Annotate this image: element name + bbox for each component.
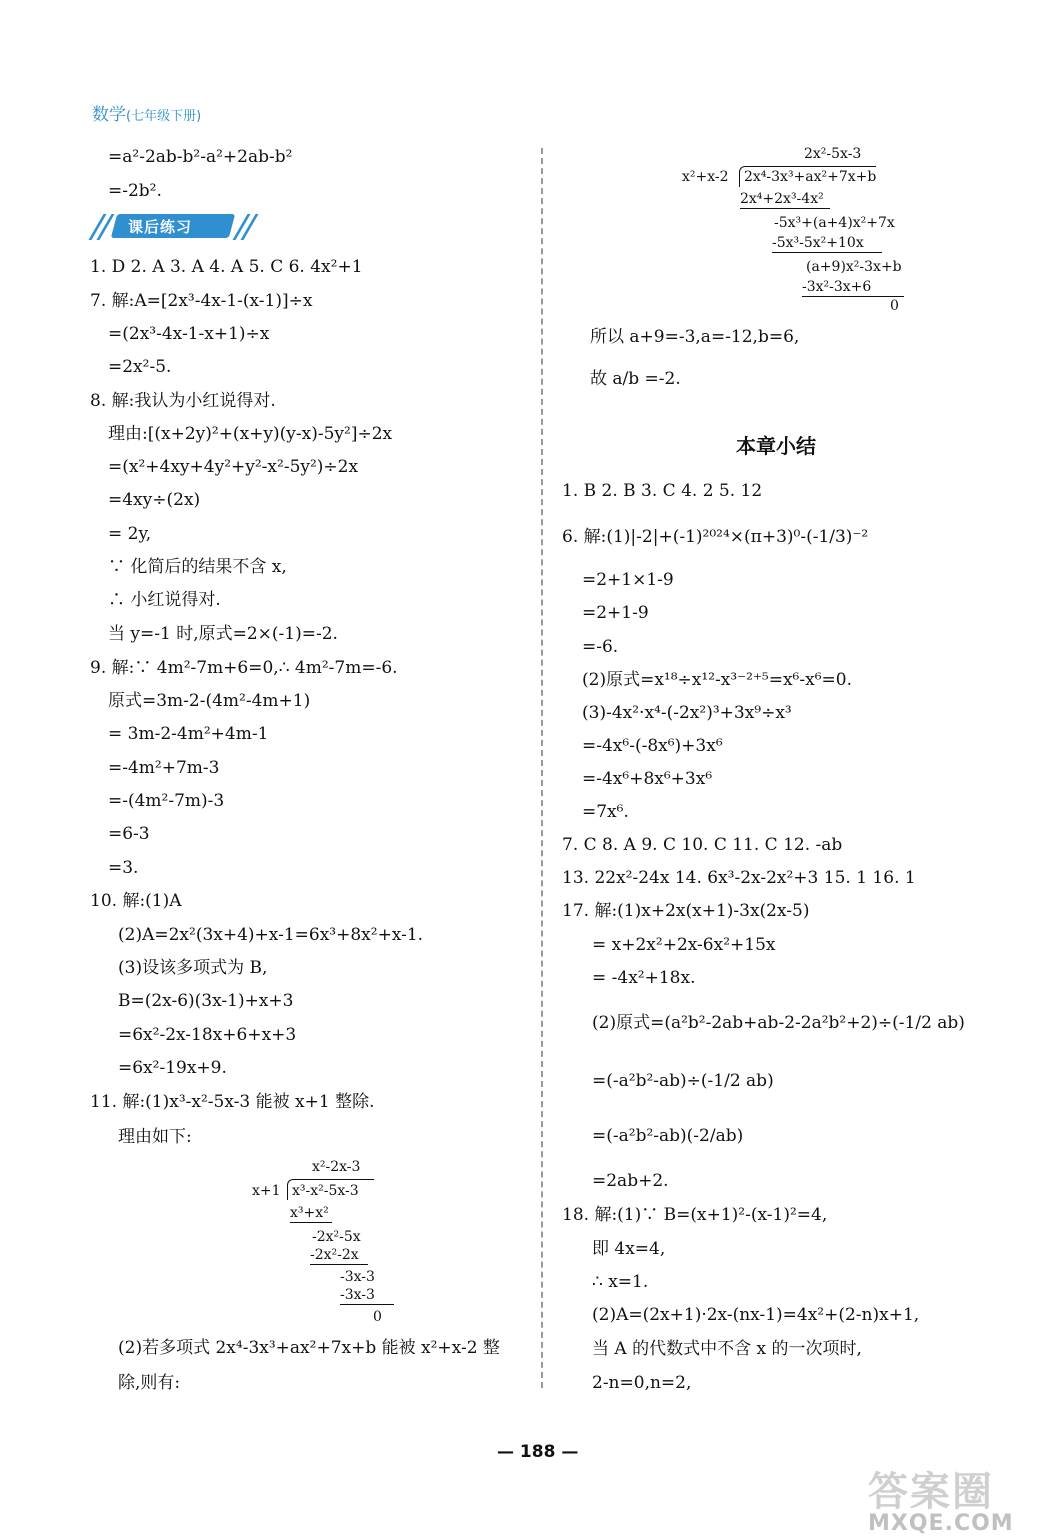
- right-line: (2)原式=x¹⁸÷x¹²-x³⁻²⁺⁵=x⁶-x⁶=0.: [582, 670, 852, 690]
- left-line: B=(2x-6)(3x-1)+x+3: [118, 991, 294, 1011]
- right-line: ∴ x=1.: [592, 1272, 649, 1292]
- left-line: 原式=3m-2-(4m²-4m+1): [108, 691, 311, 711]
- division-step: (a+9)x²-3x+b: [806, 259, 902, 275]
- left-line: ∴ 小红说得对.: [108, 590, 221, 610]
- divisor: x+1: [252, 1183, 281, 1199]
- left-line: 1. D 2. A 3. A 4. A 5. C 6. 4x²+1: [90, 257, 363, 277]
- section-banner: [92, 210, 257, 244]
- left-line: 8. 解:我认为小红说得对.: [90, 391, 276, 411]
- left-line: 除,则有:: [118, 1373, 181, 1393]
- left-line: 9. 解:∵ 4m²-7m+6=0,∴ 4m²-7m=-6.: [90, 658, 398, 678]
- division-step: -3x-3: [340, 1286, 394, 1305]
- right-line: =7x⁶.: [582, 802, 629, 822]
- left-line: 理由如下:: [118, 1127, 192, 1147]
- division-step: 2x⁴+2x³-4x²: [740, 190, 830, 209]
- left-line: 理由:[(x+2y)²+(x+y)(y-x)-5y²]÷2x: [108, 424, 393, 444]
- left-line: 10. 解:(1)A: [90, 891, 182, 911]
- left-line: 11. 解:(1)x³-x²-5x-3 能被 x+1 整除.: [90, 1092, 375, 1112]
- quotient: 2x²-5x-3: [804, 146, 862, 162]
- left-line: ∵ 化简后的结果不含 x,: [108, 557, 287, 577]
- right-line: = x+2x²+2x-6x²+15x: [592, 935, 776, 955]
- division-step: 0: [890, 298, 899, 314]
- left-line: =4xy÷(2x): [108, 490, 201, 510]
- right-line: (2)原式=(a²b²-2ab+ab-2-2a²b²+2)÷(-1/2 ab): [592, 1013, 965, 1033]
- left-line: =6x²-2x-18x+6+x+3: [118, 1025, 297, 1045]
- right-line: 7. C 8. A 9. C 10. C 11. C 12. -ab: [562, 835, 843, 855]
- left-line: (2)若多项式 2x⁴-3x³+ax²+7x+b 能被 x²+x-2 整: [118, 1338, 500, 1358]
- left-line: 7. 解:A=[2x³-4x-1-(x-1)]÷x: [90, 291, 313, 311]
- left-line: =-2b².: [108, 181, 162, 201]
- right-line: =-6.: [582, 637, 619, 657]
- running-header: [92, 100, 201, 125]
- division-step: -5x³-5x²+10x: [772, 234, 882, 253]
- division-step: -2x²-2x: [310, 1246, 368, 1265]
- right-line: 故 a/b =-2.: [590, 369, 681, 389]
- banner-label: 课后练习: [128, 218, 193, 236]
- right-line: 6. 解:(1)|-2|+(-1)²⁰²⁴×(π+3)⁰-(-1/3)⁻²: [562, 527, 869, 547]
- division-step: -3x²-3x+6: [802, 278, 904, 297]
- right-line: =(-a²b²-ab)(-2/ab): [592, 1126, 744, 1146]
- header-grade: (七年级下册): [126, 109, 202, 124]
- right-line: =2+1-9: [582, 603, 649, 623]
- dividend: 2x⁴-3x³+ax²+7x+b: [744, 169, 877, 185]
- watermark-logo: [868, 1460, 1033, 1536]
- page-number: — 188 —: [497, 1442, 579, 1462]
- left-line: =-(4m²-7m)-3: [108, 791, 225, 811]
- right-line: =-4x⁶+8x⁶+3x⁶: [582, 769, 713, 789]
- quotient: x²-2x-3: [312, 1159, 361, 1175]
- left-line: =2x²-5.: [108, 357, 172, 377]
- left-line: = 2y,: [108, 524, 152, 544]
- division-step: -2x²-5x: [312, 1229, 361, 1245]
- division-step: 0: [373, 1309, 382, 1325]
- right-line: 17. 解:(1)x+2x(x+1)-3x(2x-5): [562, 901, 810, 921]
- left-line: 当 y=-1 时,原式=2×(-1)=-2.: [108, 624, 338, 644]
- divisor: x²+x-2: [682, 169, 729, 185]
- watermark-top: 答案圈: [868, 1469, 994, 1515]
- right-line: 1. B 2. B 3. C 4. 2 5. 12: [562, 481, 763, 501]
- left-line: = 3m-2-4m²+4m-1: [108, 724, 269, 744]
- left-line: =a²-2ab-b²-a²+2ab-b²: [108, 147, 293, 167]
- left-line: =-4m²+7m-3: [108, 758, 220, 778]
- division-step: -5x³+(a+4)x²+7x: [774, 215, 895, 231]
- right-line: 当 A 的代数式中不含 x 的一次项时,: [592, 1339, 862, 1359]
- left-line: =3.: [108, 858, 139, 878]
- division-step: -3x-3: [340, 1269, 375, 1285]
- right-line: 13. 22x²-24x 14. 6x³-2x-2x²+3 15. 1 16. 1: [562, 868, 916, 888]
- right-line: (2)A=(2x+1)·2x-(nx-1)=4x²+(2-n)x+1,: [592, 1305, 920, 1325]
- left-line: =6-3: [108, 824, 150, 844]
- right-line: =(-a²b²-ab)÷(-1/2 ab): [592, 1071, 774, 1091]
- right-line: 所以 a+9=-3,a=-12,b=6,: [590, 327, 800, 347]
- right-line: (3)-4x²·x⁴-(-2x²)³+3x⁹÷x³: [582, 703, 792, 723]
- left-line: (3)设该多项式为 B,: [118, 958, 268, 978]
- right-line: =2ab+2.: [592, 1171, 669, 1191]
- section-title: 本章小结: [736, 434, 816, 458]
- right-line: = -4x²+18x.: [592, 968, 696, 988]
- left-line: =(x²+4xy+4y²+y²-x²-5y²)÷2x: [108, 457, 359, 477]
- right-line: =2+1×1-9: [582, 570, 674, 590]
- division-step: x³+x²: [290, 1204, 332, 1223]
- right-line: =-4x⁶-(-8x⁶)+3x⁶: [582, 736, 723, 756]
- left-line: =(2x³-4x-1-x+1)÷x: [108, 324, 270, 344]
- header-subject: 数学: [92, 105, 126, 125]
- dividend: x³-x²-5x-3: [292, 1183, 359, 1199]
- left-line: (2)A=2x²(3x+4)+x-1=6x³+8x²+x-1.: [118, 925, 424, 945]
- right-line: 即 4x=4,: [592, 1239, 666, 1259]
- right-line: 18. 解:(1)∵ B=(x+1)²-(x-1)²=4,: [562, 1205, 828, 1225]
- column-divider: [541, 148, 543, 1388]
- watermark-bottom: MXQE.COM: [868, 1511, 1014, 1536]
- right-line: 2-n=0,n=2,: [592, 1373, 692, 1393]
- left-line: =6x²-19x+9.: [118, 1058, 227, 1078]
